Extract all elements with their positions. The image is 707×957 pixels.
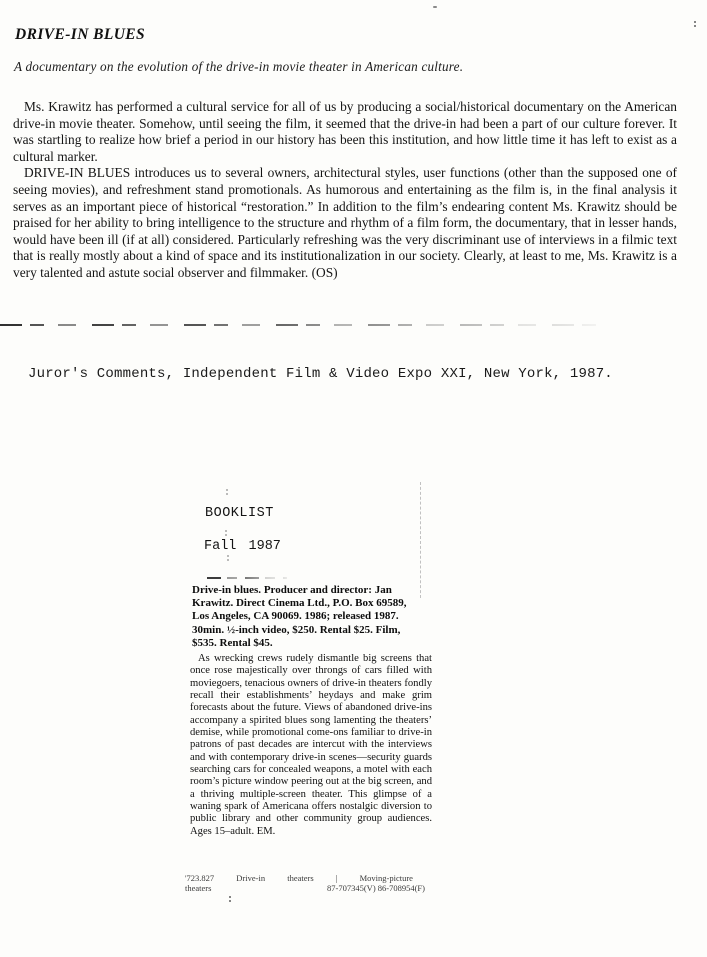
- scan-artifact-colon: [225, 530, 227, 532]
- dewey-number: '723.827: [185, 873, 215, 883]
- document-title: DRIVE-IN BLUES: [15, 26, 146, 43]
- catalog-line-2: [185, 883, 425, 893]
- booklist-masthead: BOOKLIST: [205, 506, 274, 521]
- scan-artifact-colon: [227, 555, 229, 557]
- small-dashed-rule: [207, 577, 287, 579]
- scan-artifact-colon: [226, 489, 228, 491]
- citation-details: Producer and director: Jan Krawitz. Direct Cinema Ltd., P.O. Box 69589, Los Angeles, CA 90069. 1986; released 1987. 30min. ½-inch video, $250. Rental $25. Film, $535. Rental $45.: [192, 584, 407, 649]
- subject-word-1: Drive-in: [236, 873, 266, 883]
- juror-credit-line: Juror's Comments, Independent Film & Video Expo XXI, New York, 1987.: [28, 366, 613, 382]
- subject-separator: |: [335, 873, 338, 883]
- subject-carryover: theaters: [185, 883, 212, 893]
- citation-film-title: Drive-in blues.: [192, 584, 262, 596]
- booklist-citation: [192, 584, 416, 650]
- catalog-entry: [185, 873, 425, 893]
- catalog-line-1: [185, 873, 413, 883]
- review-paragraph-2: DRIVE-IN BLUES introduces us to several owners, architectural styles, user functions (other than the supposed one of seeing movies), and refreshment stand promotionals. As humorous and entertaining as the film is, in the final analysis it serves as an important piece of historical “restoration.” In addition to the film’s endearing content Ms. Krawitz should be praised for her ability to bring intelligence to the structure and rhythm of a film form, the documentary, that in lesser hands, would have been ill (if at all) considered. Particularly refreshing was the very discriminant use of interviews in a filmic text that is really mostly about a kind of space and its institutionalization in our society. Clearly, at least to me, Ms. Krawitz is a very talented and astute social observer and filmmaker. (OS): [13, 165, 677, 280]
- booklist-review-text: As wrecking crews rudely dismantle big screens that once rose majestically over throngs of cars filled with moviegoers, tenacious owners of drive-in theaters fondly recall their establishments’ heydays and make grim forecasts about the future. Views of abandoned drive-ins accompany a spirited blues song lamenting the theaters’ demise, while promotional come-ons familiar to drive-in patrons of past decades are intercut with the interviews and with contemporary drive-in scenes—security guards searching cars for concealed weapons, a motel with each room’s picture window peering out at the big screen, and a thriving multiple-screen theater. This glimpse of a waning spark of Americana offers nostalgic diversion to public library and other community group audiences. Ages 15–adult. EM.: [190, 653, 432, 837]
- clipping-column-edge-line: [420, 482, 421, 598]
- scan-artifact-colon: [229, 896, 231, 898]
- dashed-divider-rule: [0, 324, 602, 326]
- scan-artifact-colon: [694, 21, 696, 23]
- juror-review-body: [13, 99, 677, 282]
- review-paragraph-1: Ms. Krawitz has performed a cultural service for all of us by producing a social/historical documentary on the American drive-in movie theater. Somehow, until seeing the film, it seemed that the drive-in had been a part of our culture forever. It was startling to realize how brief a period in our history has been this institution, and how little time it has left to exist as a cultural marker.: [13, 99, 677, 164]
- booklist-issue-date: Fall 1987: [204, 539, 281, 554]
- document-subtitle: A documentary on the evolution of the drive-in movie theater in American culture.: [14, 59, 464, 74]
- scan-artifact-speck: [433, 6, 437, 8]
- subject-word-3: Moving-picture: [359, 873, 413, 883]
- subject-word-2: theaters: [287, 873, 314, 883]
- control-numbers: 87-707345(V) 86-708954(F): [327, 883, 425, 893]
